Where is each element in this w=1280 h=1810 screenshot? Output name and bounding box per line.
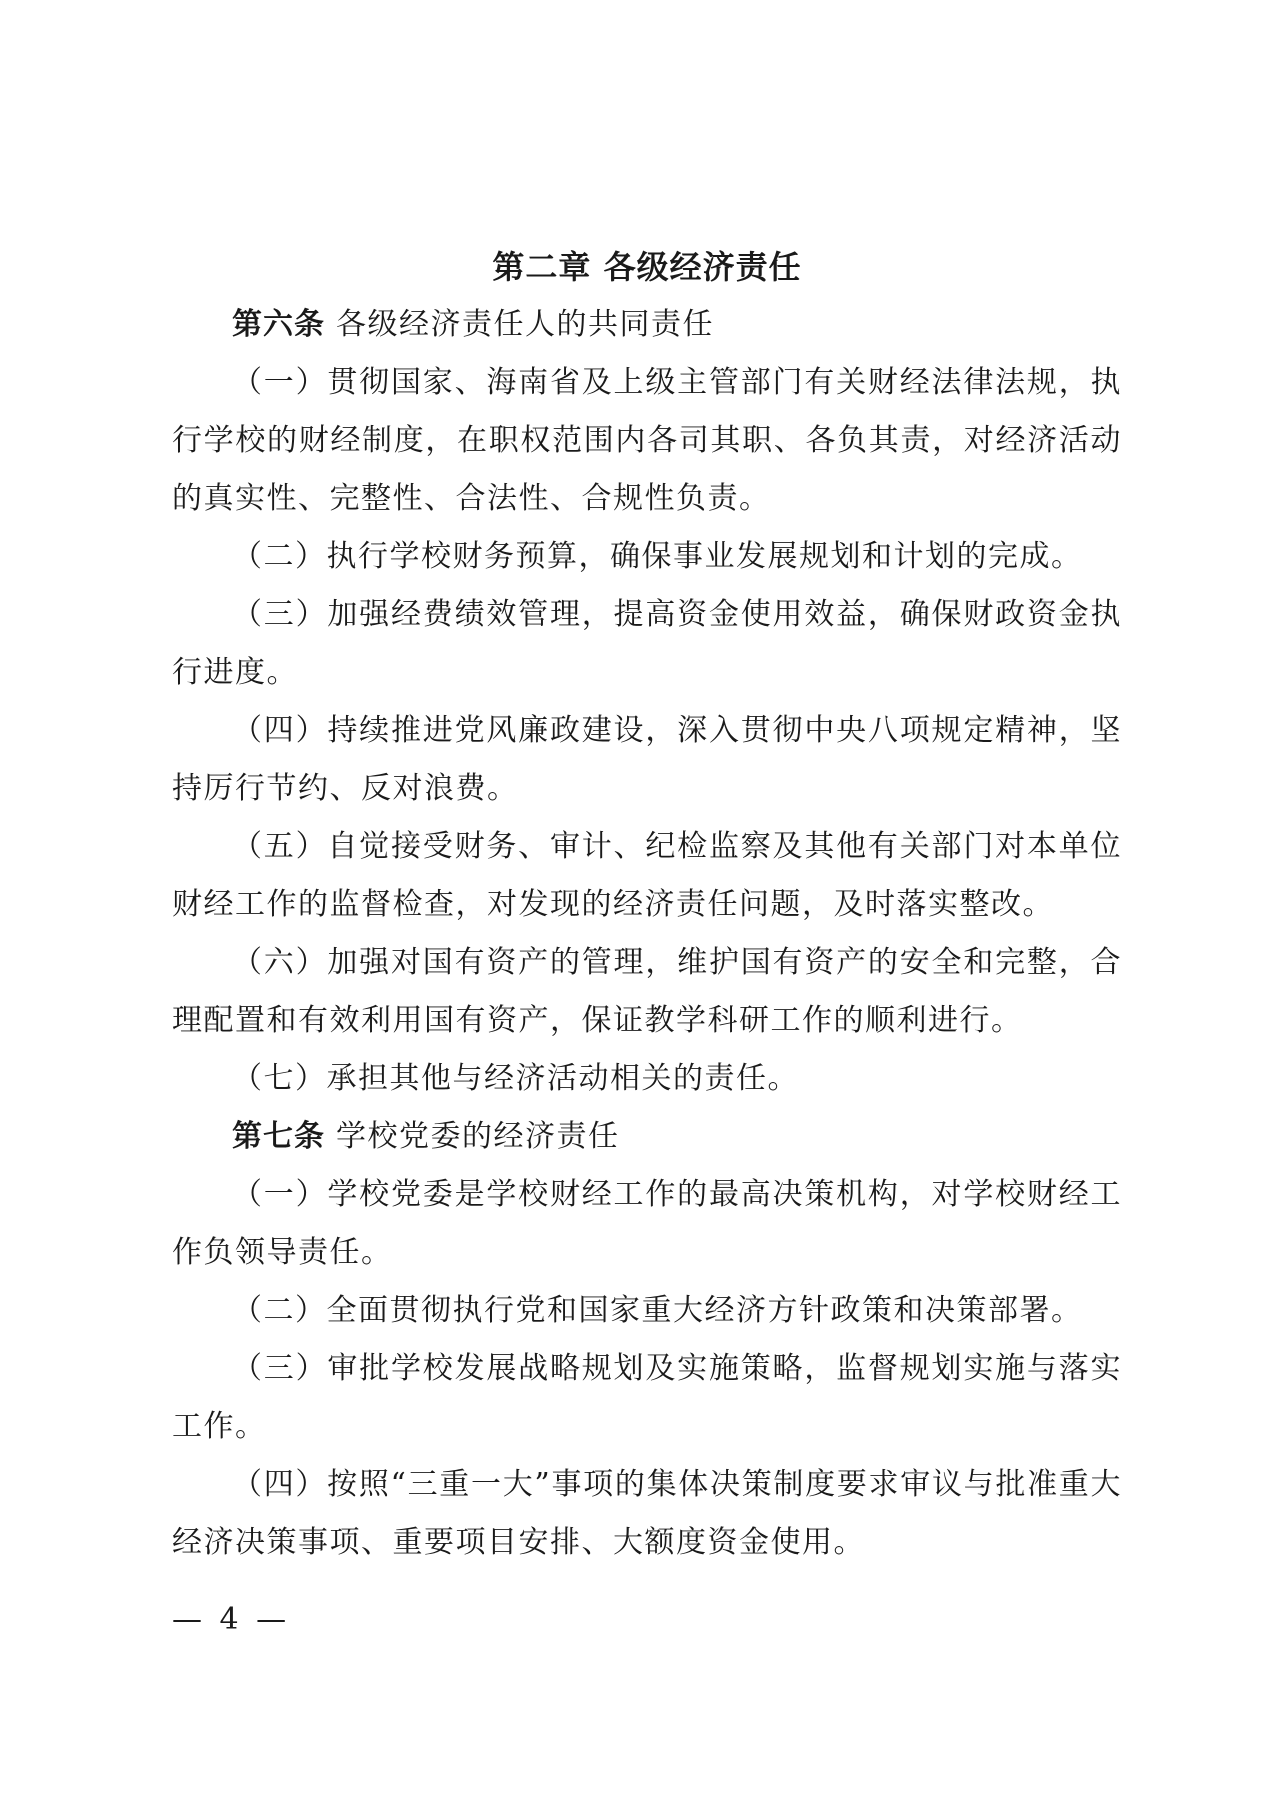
- document-body: [172, 238, 1122, 1572]
- article-6-heading: [172, 296, 1122, 354]
- article-6-title: 各级经济责任人的共同责任: [336, 307, 715, 342]
- article-6-number: 第六条: [232, 307, 325, 342]
- article-7-heading: [172, 1108, 1122, 1166]
- article-7-title: 学校党委的经济责任: [336, 1119, 620, 1154]
- article-6-item-5: （五）自觉接受财务、审计、纪检监察及其他有关部门对本单位财经工作的监督检查，对发现的经济责任问题，及时落实整改。: [172, 829, 1122, 922]
- article-6-item-7: （七）承担其他与经济活动相关的责任。: [232, 1061, 799, 1096]
- article-7-item-1: （一）学校党委是学校财经工作的最高决策机构，对学校财经工作负领导责任。: [172, 1177, 1122, 1270]
- chapter-title: 第二章 各级经济责任: [492, 248, 802, 286]
- article-7-item-4: （四）按照“三重一大”事项的集体决策制度要求审议与批准重大经济决策事项、重要项目安排、大额度资金使用。: [172, 1467, 1122, 1560]
- article-6-item-4: （四）持续推进党风廉政建设，深入贯彻中央八项规定精神，坚持厉行节约、反对浪费。: [172, 713, 1122, 806]
- article-7-number: 第七条: [232, 1119, 325, 1154]
- article-6-item-1: （一）贯彻国家、海南省及上级主管部门有关财经法律法规，执行学校的财经制度，在职权范围内各司其职、各负其责，对经济活动的真实性、完整性、合法性、合规性负责。: [172, 365, 1122, 516]
- article-7-item-2: （二）全面贯彻执行党和国家重大经济方针政策和决策部署。: [232, 1293, 1083, 1328]
- article-7-item-3: （三）审批学校发展战略规划及实施策略，监督规划实施与落实工作。: [172, 1351, 1122, 1444]
- article-6-item-6: （六）加强对国有资产的管理，维护国有资产的安全和完整，合理配置和有效利用国有资产，保证教学科研工作的顺利进行。: [172, 945, 1122, 1038]
- article-6-item-2: （二）执行学校财务预算，确保事业发展规划和计划的完成。: [232, 539, 1083, 574]
- article-6-item-3: （三）加强经费绩效管理，提高资金使用效益，确保财政资金执行进度。: [172, 597, 1122, 690]
- page-number: — 4 —: [172, 1602, 291, 1637]
